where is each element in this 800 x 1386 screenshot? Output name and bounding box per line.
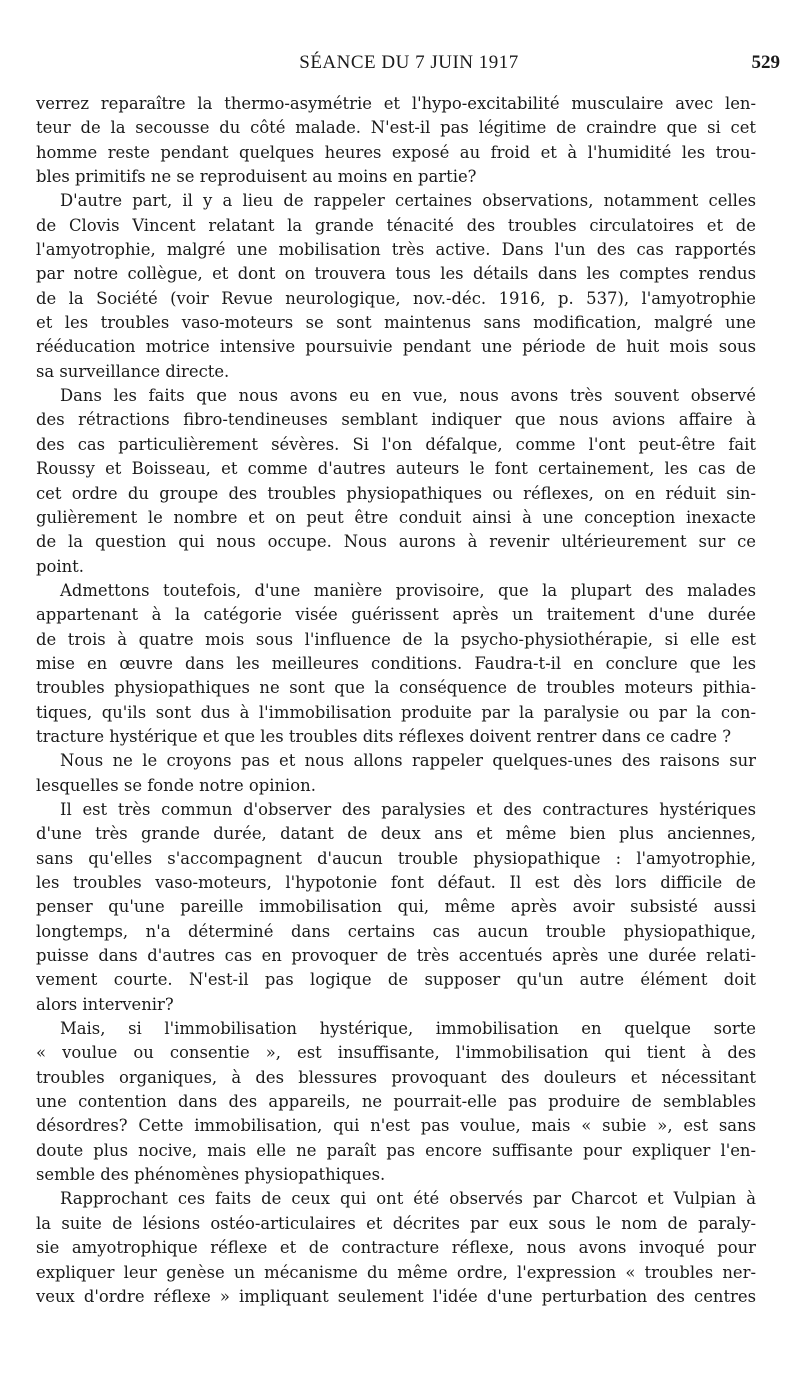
text-line: doute plus nocive, mais elle ne paraît pas encore suffisante pour expliquer l'en- xyxy=(36,1140,756,1160)
text-line: bles primitifs ne se reproduisent au moins en partie? xyxy=(36,167,477,187)
body-text xyxy=(36,92,756,1309)
text-line: des cas particulièrement sévères. Si l'on défalque, comme l'ont peut-être fait xyxy=(36,434,756,454)
text-line: alors intervenir? xyxy=(36,994,174,1014)
text-line: mise en œuvre dans les meilleures conditions. Faudra-t-il en conclure que les xyxy=(36,653,756,673)
text-line: sie amyotrophique réflexe et de contracture réflexe, nous avons invoqué pour xyxy=(36,1238,756,1258)
text-line: penser qu'une pareille immobilisation qui, même après avoir subsisté aussi xyxy=(36,897,756,917)
text-line: une contention dans des appareils, ne pourrait-elle pas produire de semblables xyxy=(36,1092,756,1112)
text-line: la suite de lésions ostéo-articulaires et décrites par eux sous le nom de paraly- xyxy=(36,1213,756,1233)
text-line: vement courte. N'est-il pas logique de supposer qu'un autre élément doit xyxy=(36,970,756,990)
text-line: Mais, si l'immobilisation hystérique, immobilisation en quelque sorte xyxy=(60,1019,756,1039)
text-line: cet ordre du groupe des troubles physiopathiques ou réflexes, on en réduit sin- xyxy=(36,483,756,503)
text-line: sans qu'elles s'accompagnent d'aucun trouble physiopathique : l'amyotrophie, xyxy=(36,848,756,868)
text-line: troubles physiopathiques ne sont que la conséquence de troubles moteurs pithia- xyxy=(36,678,756,698)
text-line: veux d'ordre réflexe » impliquant seulement l'idée d'une perturbation des centres xyxy=(36,1286,756,1306)
text-line: l'amyotrophie, malgré une mobilisation très active. Dans l'un des cas rapportés xyxy=(36,240,756,260)
text-line: tiques, qu'ils sont dus à l'immobilisation produite par la paralysie ou par la con- xyxy=(36,702,756,722)
text-line: et les troubles vaso-moteurs se sont maintenus sans modification, malgré une xyxy=(36,313,756,333)
text-line: troubles organiques, à des blessures provoquant des douleurs et nécessitant xyxy=(36,1067,756,1087)
text-line: de la question qui nous occupe. Nous aurons à revenir ultérieurement sur ce xyxy=(36,532,756,552)
text-line: rééducation motrice intensive poursuivie pendant une période de huit mois sous xyxy=(36,337,756,357)
text-line: verrez reparaître la thermo-asymétrie et l'hypo-excitabilité musculaire avec len- xyxy=(36,94,756,113)
page-number: 529 xyxy=(751,52,780,73)
text-line: sa surveillance directe. xyxy=(36,361,230,381)
text-line: de trois à quatre mois sous l'influence de la psycho-physiothérapie, si elle est xyxy=(36,629,756,649)
text-line: gulièrement le nombre et on peut être conduit ainsi à une conception inexacte xyxy=(36,507,756,527)
text-line: des rétractions fibro-tendineuses semblant indiquer que nous avions affaire à xyxy=(36,410,756,430)
text-line: de Clovis Vincent relatant la grande ténacité des troubles circulatoires et de xyxy=(36,215,756,235)
running-title: SÉANCE DU 7 JUIN 1917 xyxy=(299,52,519,73)
text-line: Il est très commun d'observer des paralysies et des contractures hystériques xyxy=(60,799,756,819)
text-line: longtemps, n'a déterminé dans certains cas aucun trouble physiopathique, xyxy=(36,921,756,941)
text-line: Admettons toutefois, d'une manière provisoire, que la plupart des malades xyxy=(60,580,756,600)
text-line: de la Société (voir Revue neurologique, nov.-déc. 1916, p. 537), l'amyotrophie xyxy=(36,288,756,308)
text-line: lesquelles se fonde notre opinion. xyxy=(36,775,316,795)
text-line: désordres? Cette immobilisation, qui n'est pas voulue, mais « subie », est sans xyxy=(36,1116,756,1136)
text-line: point. xyxy=(36,556,84,576)
text-line: semble des phénomènes physiopathiques. xyxy=(36,1165,386,1185)
text-line: appartenant à la catégorie visée guérissent après un traitement d'une durée xyxy=(36,605,756,625)
text-line: les troubles vaso-moteurs, l'hypotonie font défaut. Il est dès lors difficile de xyxy=(36,873,756,892)
text-line: D'autre part, il y a lieu de rappeler certaines observations, notamment celles xyxy=(60,191,756,211)
text-line: teur de la secousse du côté malade. N'est-il pas légitime de craindre que si cet xyxy=(36,118,756,138)
text-line: Dans les faits que nous avons eu en vue, nous avons très souvent observé xyxy=(60,386,756,406)
text-line: homme reste pendant quelques heures exposé au froid et à l'humidité les trou- xyxy=(36,142,756,162)
text-line: Roussy et Boisseau, et comme d'autres auteurs le font certainement, les cas de xyxy=(36,459,756,479)
text-line: tracture hystérique et que les troubles dits réflexes doivent rentrer dans ce cadre ? xyxy=(36,726,732,746)
page-header xyxy=(38,50,780,80)
text-line: d'une très grande durée, datant de deux ans et même bien plus anciennes, xyxy=(36,824,756,844)
text-line: « voulue ou consentie », est insuffisante, l'immobilisation qui tient à des xyxy=(36,1043,756,1063)
text-line: puisse dans d'autres cas en provoquer de très accentués après une durée relati- xyxy=(36,946,756,966)
text-line: Nous ne le croyons pas et nous allons rappeler quelques-unes des raisons sur xyxy=(60,751,756,771)
text-line: expliquer leur genèse un mécanisme du même ordre, l'expression « troubles ner- xyxy=(36,1262,756,1282)
text-line: par notre collègue, et dont on trouvera tous les détails dans les comptes rendus xyxy=(36,264,756,284)
text-line: Rapprochant ces faits de ceux qui ont été observés par Charcot et Vulpian à xyxy=(60,1189,756,1209)
